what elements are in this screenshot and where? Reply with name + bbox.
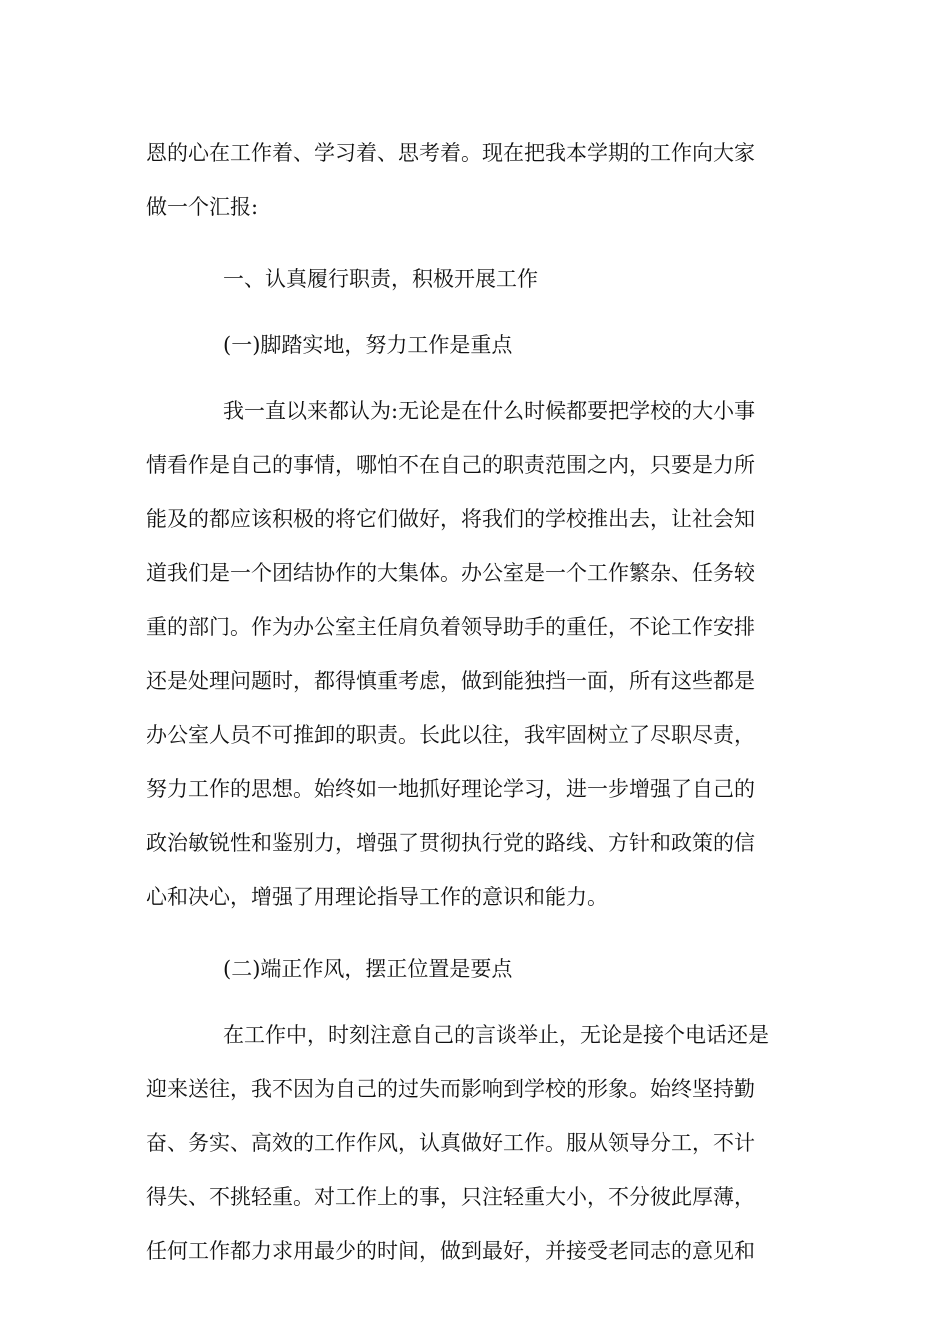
paragraph-2 <box>146 1008 810 1278</box>
subsection-heading-1: (一)脚踏实地，努力工作是重点 <box>223 333 513 357</box>
text-line: 办公室人员不可推卸的职责。长此以往，我牢固树立了尽职尽责， <box>146 723 755 747</box>
paragraph-1 <box>146 384 810 924</box>
text-line: 政治敏锐性和鉴别力，增强了贯彻执行党的路线、方针和政策的信 <box>146 831 755 855</box>
text-line: 能及的都应该积极的将它们做好，将我们的学校推出去，让社会知 <box>146 507 755 531</box>
text-line: 得失、不挑轻重。对工作上的事，只注轻重大小，不分彼此厚薄， <box>146 1185 755 1209</box>
text-line: 还是处理问题时，都得慎重考虑，做到能独挡一面，所有这些都是 <box>146 669 755 693</box>
text-line: 心和决心，增强了用理论指导工作的意识和能力。 <box>146 885 608 909</box>
text-line: 努力工作的思想。始终如一地抓好理论学习，进一步增强了自己的 <box>146 777 755 801</box>
text-line: 道我们是一个团结协作的大集体。办公室是一个工作繁杂、任务较 <box>146 561 755 585</box>
text-line: 奋、务实、高效的工作作风，认真做好工作。服从领导分工，不计 <box>146 1131 755 1155</box>
intro-paragraph <box>146 126 810 234</box>
text-line: 迎来送往，我不因为自己的过失而影响到学校的形象。始终坚持勤 <box>146 1077 755 1101</box>
section-heading: 一、认真履行职责，积极开展工作 <box>223 267 538 291</box>
text-line: 做一个汇报: <box>146 195 259 219</box>
text-line: 恩的心在工作着、学习着、思考着。现在把我本学期的工作向大家 <box>146 141 755 165</box>
text-line: 任何工作都力求用最少的时间，做到最好，并接受老同志的意见和 <box>146 1239 755 1263</box>
subsection-heading-2: (二)端正作风，摆正位置是要点 <box>223 957 513 981</box>
document-body <box>146 126 810 1278</box>
text-line: 我一直以来都认为:无论是在什么时候都要把学校的大小事 <box>223 399 756 423</box>
text-line: 重的部门。作为办公室主任肩负着领导助手的重任，不论工作安排 <box>146 615 755 639</box>
text-line: 在工作中，时刻注意自己的言谈举止，无论是接个电话还是 <box>223 1023 769 1047</box>
text-line: 情看作是自己的事情，哪怕不在自己的职责范围之内，只要是力所 <box>146 453 755 477</box>
